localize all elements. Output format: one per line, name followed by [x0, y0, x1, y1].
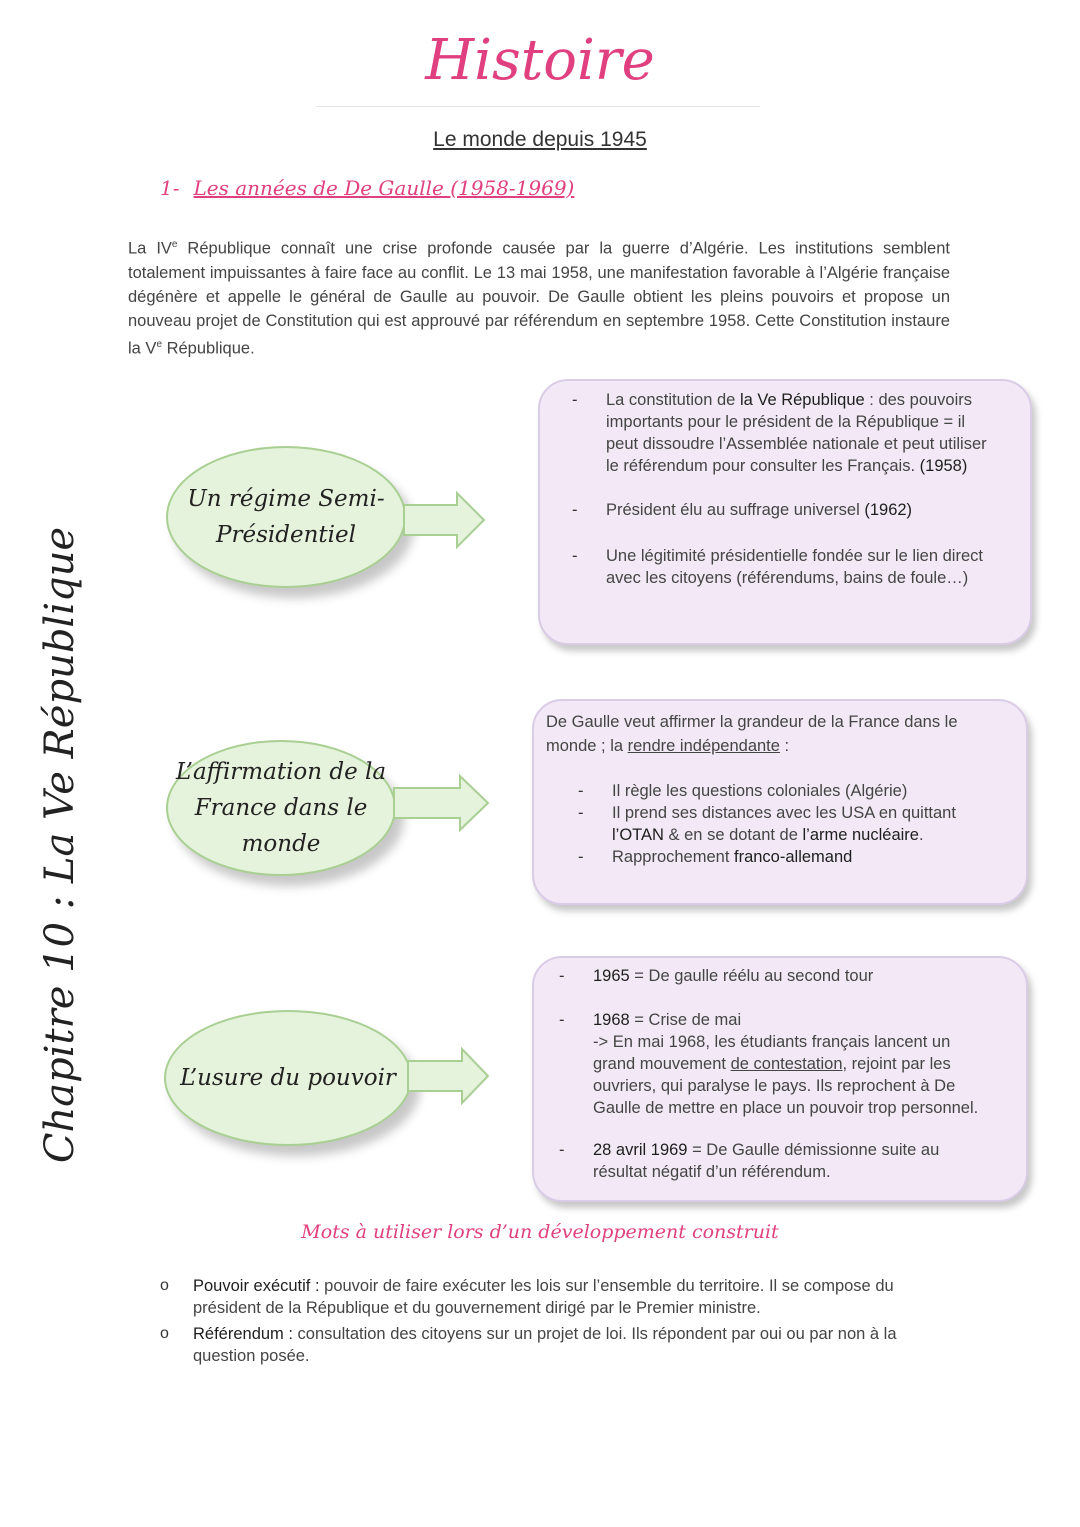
intro-sup: e: [156, 338, 162, 350]
arrow-right-icon: [406, 1046, 492, 1106]
list-item: - Il prend ses distances avec les USA en quittant l’OTAN & en se dotant de l’arme nucléaire.: [612, 802, 1002, 846]
section-number: 1-: [160, 176, 180, 200]
list-item: o Référendum : consultation des citoyens sur un projet de loi. Ils répondent par oui ou par non à la question posée.: [160, 1325, 897, 1365]
intro-paragraph: [128, 233, 950, 360]
intro-text: La IV: [128, 239, 172, 258]
list-item: - Président élu au suffrage universel (1962): [606, 499, 1000, 521]
concept-oval-regime: [166, 446, 406, 588]
concept-oval-usure: [164, 1010, 412, 1146]
list-item: - Rapprochement franco-allemand: [612, 846, 1002, 868]
arrow-right-icon: [392, 773, 492, 833]
intro-text: République connaît une crise profonde causée par la guerre d’Algérie. Les institutions semblent totalement impuissantes à faire face au conflit. Le 13 mai 1958, une manifestation favorable à l’Algérie française dégénère et appelle le général de Gaulle au pouvoir. De Gaulle obtient les pleins pouvoirs et propose un nouveau projet de Constitution qui est approuvé par référendum en septembre 1958. Cette Constitution instaure la V: [128, 239, 950, 357]
arrow-right-icon: [402, 490, 488, 550]
title-divider: [316, 106, 760, 107]
oval-text: Présidentiel: [216, 522, 356, 548]
vocabulary-list: [160, 1275, 960, 1371]
list-item: - 1968 = Crise de mai -> En mai 1968, les étudiants français lancent un grand mouvement de contestation, rejoint par les ouvriers, qui paralyse le pays. Ils reprochent à De Gaulle de mettre en place un pouvoir trop personnel.: [593, 1009, 996, 1119]
intro-text: République.: [162, 339, 255, 357]
list-item: - La constitution de la Ve République : des pouvoirs importants pour le président de la République = il peut dissoudre l’Assemblée nationale et peut utiliser le référendum pour consulter les Français. (1958): [606, 389, 1000, 477]
info-box-regime: [538, 379, 1032, 645]
oval-text: Un régime Semi-: [187, 486, 385, 512]
oval-text: France dans le monde: [194, 795, 368, 857]
page-title: Histoire: [425, 28, 655, 93]
section-heading: [160, 176, 574, 200]
bullet-icon: o: [160, 1325, 169, 1342]
page-subtitle: Le monde depuis 1945: [433, 128, 647, 151]
concept-oval-affirmation: [166, 740, 396, 876]
list-item: - Une légitimité présidentielle fondée sur le lien direct avec les citoyens (référendums, bains de foule…): [606, 545, 1000, 589]
chapter-label: Chapitre 10 : La Ve République: [37, 526, 83, 1164]
section-title: Les années de De Gaulle (1958-1969): [193, 176, 575, 200]
list-item: o Pouvoir exécutif : pouvoir de faire exécuter les lois sur l’ensemble du territoire. Il se compose du président de la République et du gouvernement dirigé par le Premier ministre.: [160, 1277, 894, 1317]
oval-text: L’usure du pouvoir: [180, 1065, 396, 1091]
bullet-icon: o: [160, 1277, 169, 1294]
intro-sup: e: [171, 239, 178, 250]
info-box-affirmation: [532, 699, 1028, 905]
oval-text: L’affirmation de la: [175, 759, 387, 785]
vocabulary-heading: Mots à utiliser lors d’un développement construit: [301, 1221, 779, 1243]
info-box-usure: [532, 956, 1028, 1202]
box-intro: De Gaulle veut affirmer la grandeur de la France dans le monde ; la rendre indépendante :: [546, 713, 958, 755]
list-item: - 1965 = De gaulle réélu au second tour: [593, 965, 996, 987]
list-item: - 28 avril 1969 = De Gaulle démissionne suite au résultat négatif d’un référendum.: [593, 1139, 996, 1183]
list-item: - Il règle les questions coloniales (Algérie): [612, 780, 1002, 802]
